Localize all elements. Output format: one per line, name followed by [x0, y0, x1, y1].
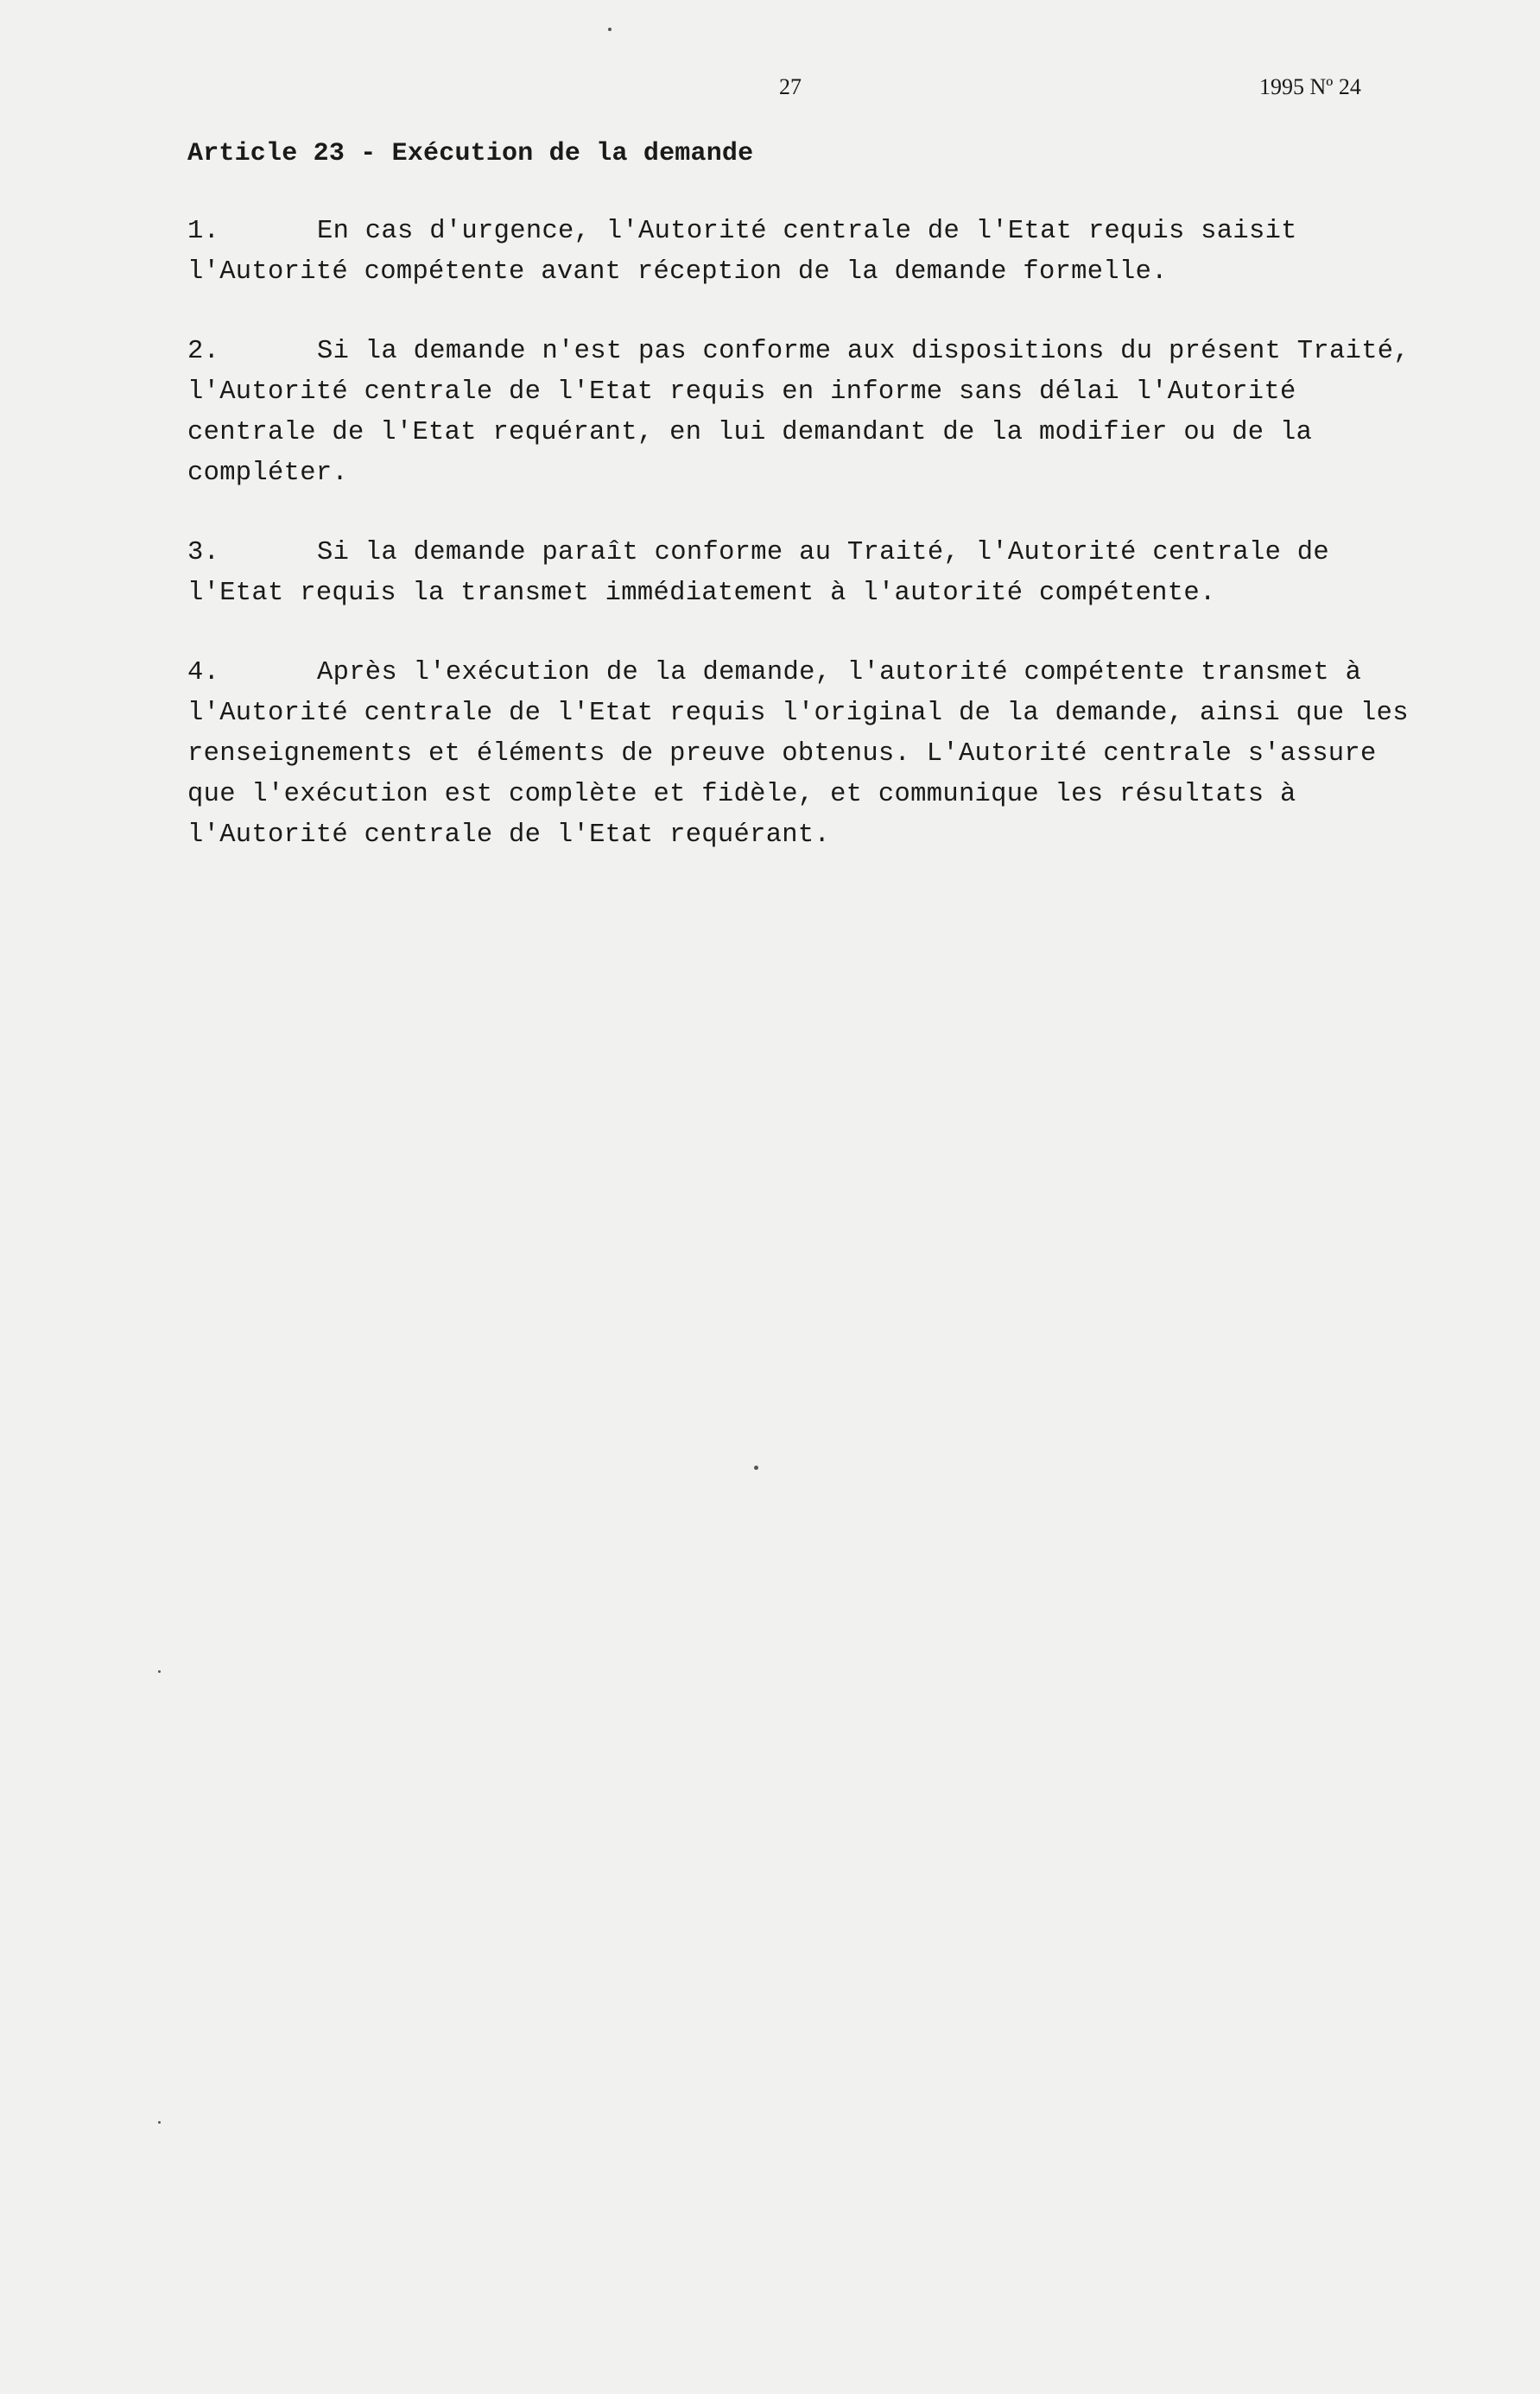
paragraph-number: 3.: [187, 538, 220, 567]
paragraph-2: [187, 332, 1426, 494]
journal-reference: 1995 Nº 24: [1259, 74, 1361, 99]
paragraph-text: En cas d'urgence, l'Autorité centrale de l'Etat requis saisit l'Autorité compétente avant réception de la demande formelle.: [187, 217, 1314, 287]
paragraph-text: Après l'exécution de la demande, l'autorité compétente transmet à l'Autorité centrale de l'Etat requis l'original de la demande, ainsi que les renseignements et éléments de preuve obtenus. L'Autorité centrale s'assure que l'exécution est complète et fidèle, et communique les résultats à l'Autorité centrale de l'Etat requérant.: [187, 658, 1425, 850]
paragraph-4: [187, 653, 1425, 856]
scan-speck: [158, 1670, 161, 1673]
page-number: 27: [779, 74, 802, 99]
scan-speck: [608, 28, 612, 31]
paragraph-text: Si la demande paraît conforme au Traité, l'Autorité centrale de l'Etat requis la transmet immédiatement à l'autorité compétente.: [187, 538, 1346, 608]
paragraph-1: [187, 212, 1414, 293]
paragraph-number: 1.: [187, 217, 220, 246]
article-body: [187, 134, 1426, 895]
paragraph-number: 4.: [187, 658, 220, 687]
scan-speck: [158, 2121, 161, 2124]
paragraph-text: Si la demande n'est pas conforme aux dispositions du présent Traité, l'Autorité centrale de l'Etat requis en informe sans délai l'Autorité centrale de l'Etat requérant, en lui demandant de la modifier ou de la compléter.: [187, 337, 1426, 488]
paragraph-number: 2.: [187, 337, 220, 366]
paragraph-3: [187, 533, 1414, 614]
scan-speck: [754, 1466, 758, 1470]
article-title: Article 23 - Exécution de la demande: [187, 139, 754, 168]
page-header: [0, 74, 1540, 109]
